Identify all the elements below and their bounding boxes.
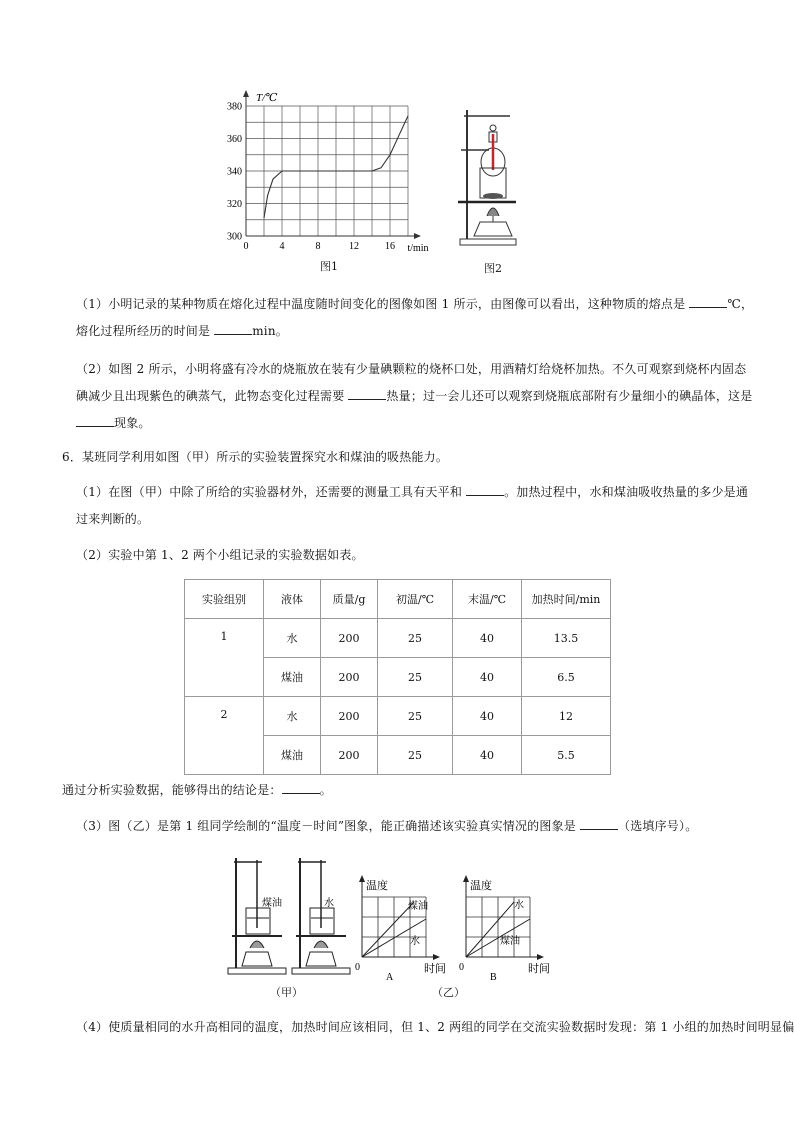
y-tick-label: 300 xyxy=(227,231,242,243)
graph-a-upper-line xyxy=(362,902,414,957)
figure2-caption: 图2 xyxy=(484,262,502,275)
figure-jia-caption: （甲） xyxy=(270,986,303,999)
x-axis-arrow-icon xyxy=(414,233,421,239)
table-row: 1 水 200 25 40 13.5 xyxy=(185,619,611,658)
svg-text:水: 水 xyxy=(514,900,524,911)
svg-text:B: B xyxy=(490,972,497,983)
x-tick-label: 8 xyxy=(315,241,321,252)
figure-yi-caption: （乙） xyxy=(432,986,465,999)
figure-jia-apparatus xyxy=(226,854,354,976)
y-tick-label: 360 xyxy=(227,134,242,145)
water-label: 水 xyxy=(324,898,334,909)
x-axis-label: t/min xyxy=(407,243,429,254)
group-cell: 2 xyxy=(185,697,264,775)
q6-part2: （2）实验中第 1、2 两个小组记录的实验数据如表。 xyxy=(76,548,364,562)
stand-base xyxy=(460,239,516,245)
q5-part2: （2）如图 2 所示，小明将盛有冷水的烧瓶放在装有少量碘颗粒的烧杯口处，用酒精灯给烧杯加热。不久可观察到烧杯内固态碘减少且出现紫色的碘蒸气，此物态变化过程需要 热量；过一会儿还可以观察到烧瓶底部附有少量细小的碘晶体，这是 现象。 xyxy=(76,362,753,430)
header-cell: 实验组别 xyxy=(185,580,264,619)
svg-text:温度: 温度 xyxy=(366,880,388,892)
svg-text:时间: 时间 xyxy=(528,963,550,975)
group-cell: 1 xyxy=(185,619,264,697)
svg-text:煤油: 煤油 xyxy=(408,901,428,912)
graph-a xyxy=(355,875,446,983)
q6-stem: 6．某班同学利用如图（甲）所示的实验装置探究水和煤油的吸热能力。 xyxy=(62,450,449,464)
figure-yi-graphs xyxy=(352,872,552,984)
answer-blank[interactable] xyxy=(348,387,386,400)
header-cell: 液体 xyxy=(264,580,321,619)
x-tick-label: 16 xyxy=(385,241,395,252)
answer-blank[interactable] xyxy=(214,322,252,335)
table-row: 煤油 200 25 40 5.5 xyxy=(185,736,611,775)
table-header-row xyxy=(185,580,611,619)
y-arrow-icon xyxy=(359,875,365,882)
graph-b-upper-line xyxy=(466,902,514,957)
svg-text:0: 0 xyxy=(459,962,464,973)
x-arrow-icon xyxy=(433,954,440,960)
graph-b xyxy=(459,875,550,983)
q6-part4: （4）使质量相同的水升高相同的温度，加热时间应该相同，但 1、2 两组的同学在交流实验数据时发现：第 1 小组的加热时间明显偏 xyxy=(76,1020,794,1034)
data-table xyxy=(184,579,611,775)
answer-blank[interactable] xyxy=(689,295,727,308)
q6-part3: （3）图（乙）是第 1 组同学绘制的“温度－时间”图象，能正确描述该实验真实情况的图象是 （选填序号）。 xyxy=(76,819,698,833)
figure1-caption: 图1 xyxy=(320,260,338,273)
header-cell: 末温/℃ xyxy=(453,580,522,619)
q6-part1: （1）在图（甲）中除了所给的实验器材外，还需要的测量工具有天平和 。加热过程中，水和煤油吸收热量的多少是通过来判断的。 xyxy=(76,485,749,526)
y-tick-label: 380 xyxy=(227,101,242,113)
x-arrow-icon xyxy=(537,954,544,960)
answer-blank[interactable] xyxy=(282,781,320,794)
header-cell: 加热时间/min xyxy=(522,580,611,619)
x-tick-label: 12 xyxy=(349,241,359,252)
iodine-crystals xyxy=(483,193,503,199)
kerosene-label: 煤油 xyxy=(262,898,282,909)
y-tick-label: 340 xyxy=(227,166,242,178)
alcohol-lamp xyxy=(474,222,512,236)
table-row: 煤油 200 25 40 6.5 xyxy=(185,658,611,697)
svg-text:A: A xyxy=(386,972,394,983)
q6-conclusion: 通过分析实验数据，能够得出的结论是： 。 xyxy=(62,783,332,797)
stopper-icon xyxy=(490,125,496,131)
y-tick-label: 320 xyxy=(227,199,242,210)
x-tick-label: 4 xyxy=(279,241,285,252)
svg-text:时间: 时间 xyxy=(424,963,446,975)
table-row: 2 水 200 25 40 12 xyxy=(185,697,611,736)
y-arrow-icon xyxy=(463,875,469,882)
origin-label: 0 xyxy=(243,241,249,252)
flame-icon xyxy=(487,208,499,216)
q5-part1: （1）小明记录的某种物质在熔化过程中温度随时间变化的图像如图 1 所示，由图像可以看出，这种物质的熔点是 ℃，熔化过程所经历的时间是 min。 xyxy=(76,297,754,338)
header-cell: 质量/g xyxy=(321,580,378,619)
svg-text:煤油: 煤油 xyxy=(500,936,520,947)
y-axis-label: T/℃ xyxy=(256,92,278,104)
setup-water xyxy=(292,858,350,974)
header-cell: 初温/℃ xyxy=(378,580,453,619)
y-axis-arrow-icon xyxy=(243,90,249,97)
figure2-apparatus xyxy=(456,104,522,250)
svg-text:温度: 温度 xyxy=(470,880,492,892)
answer-blank[interactable] xyxy=(580,817,618,830)
answer-blank[interactable] xyxy=(466,483,504,496)
figure1-chart xyxy=(222,86,429,274)
svg-text:水: 水 xyxy=(410,936,420,947)
setup-kerosene xyxy=(228,858,286,974)
answer-blank[interactable] xyxy=(76,414,114,427)
svg-text:0: 0 xyxy=(355,962,360,973)
